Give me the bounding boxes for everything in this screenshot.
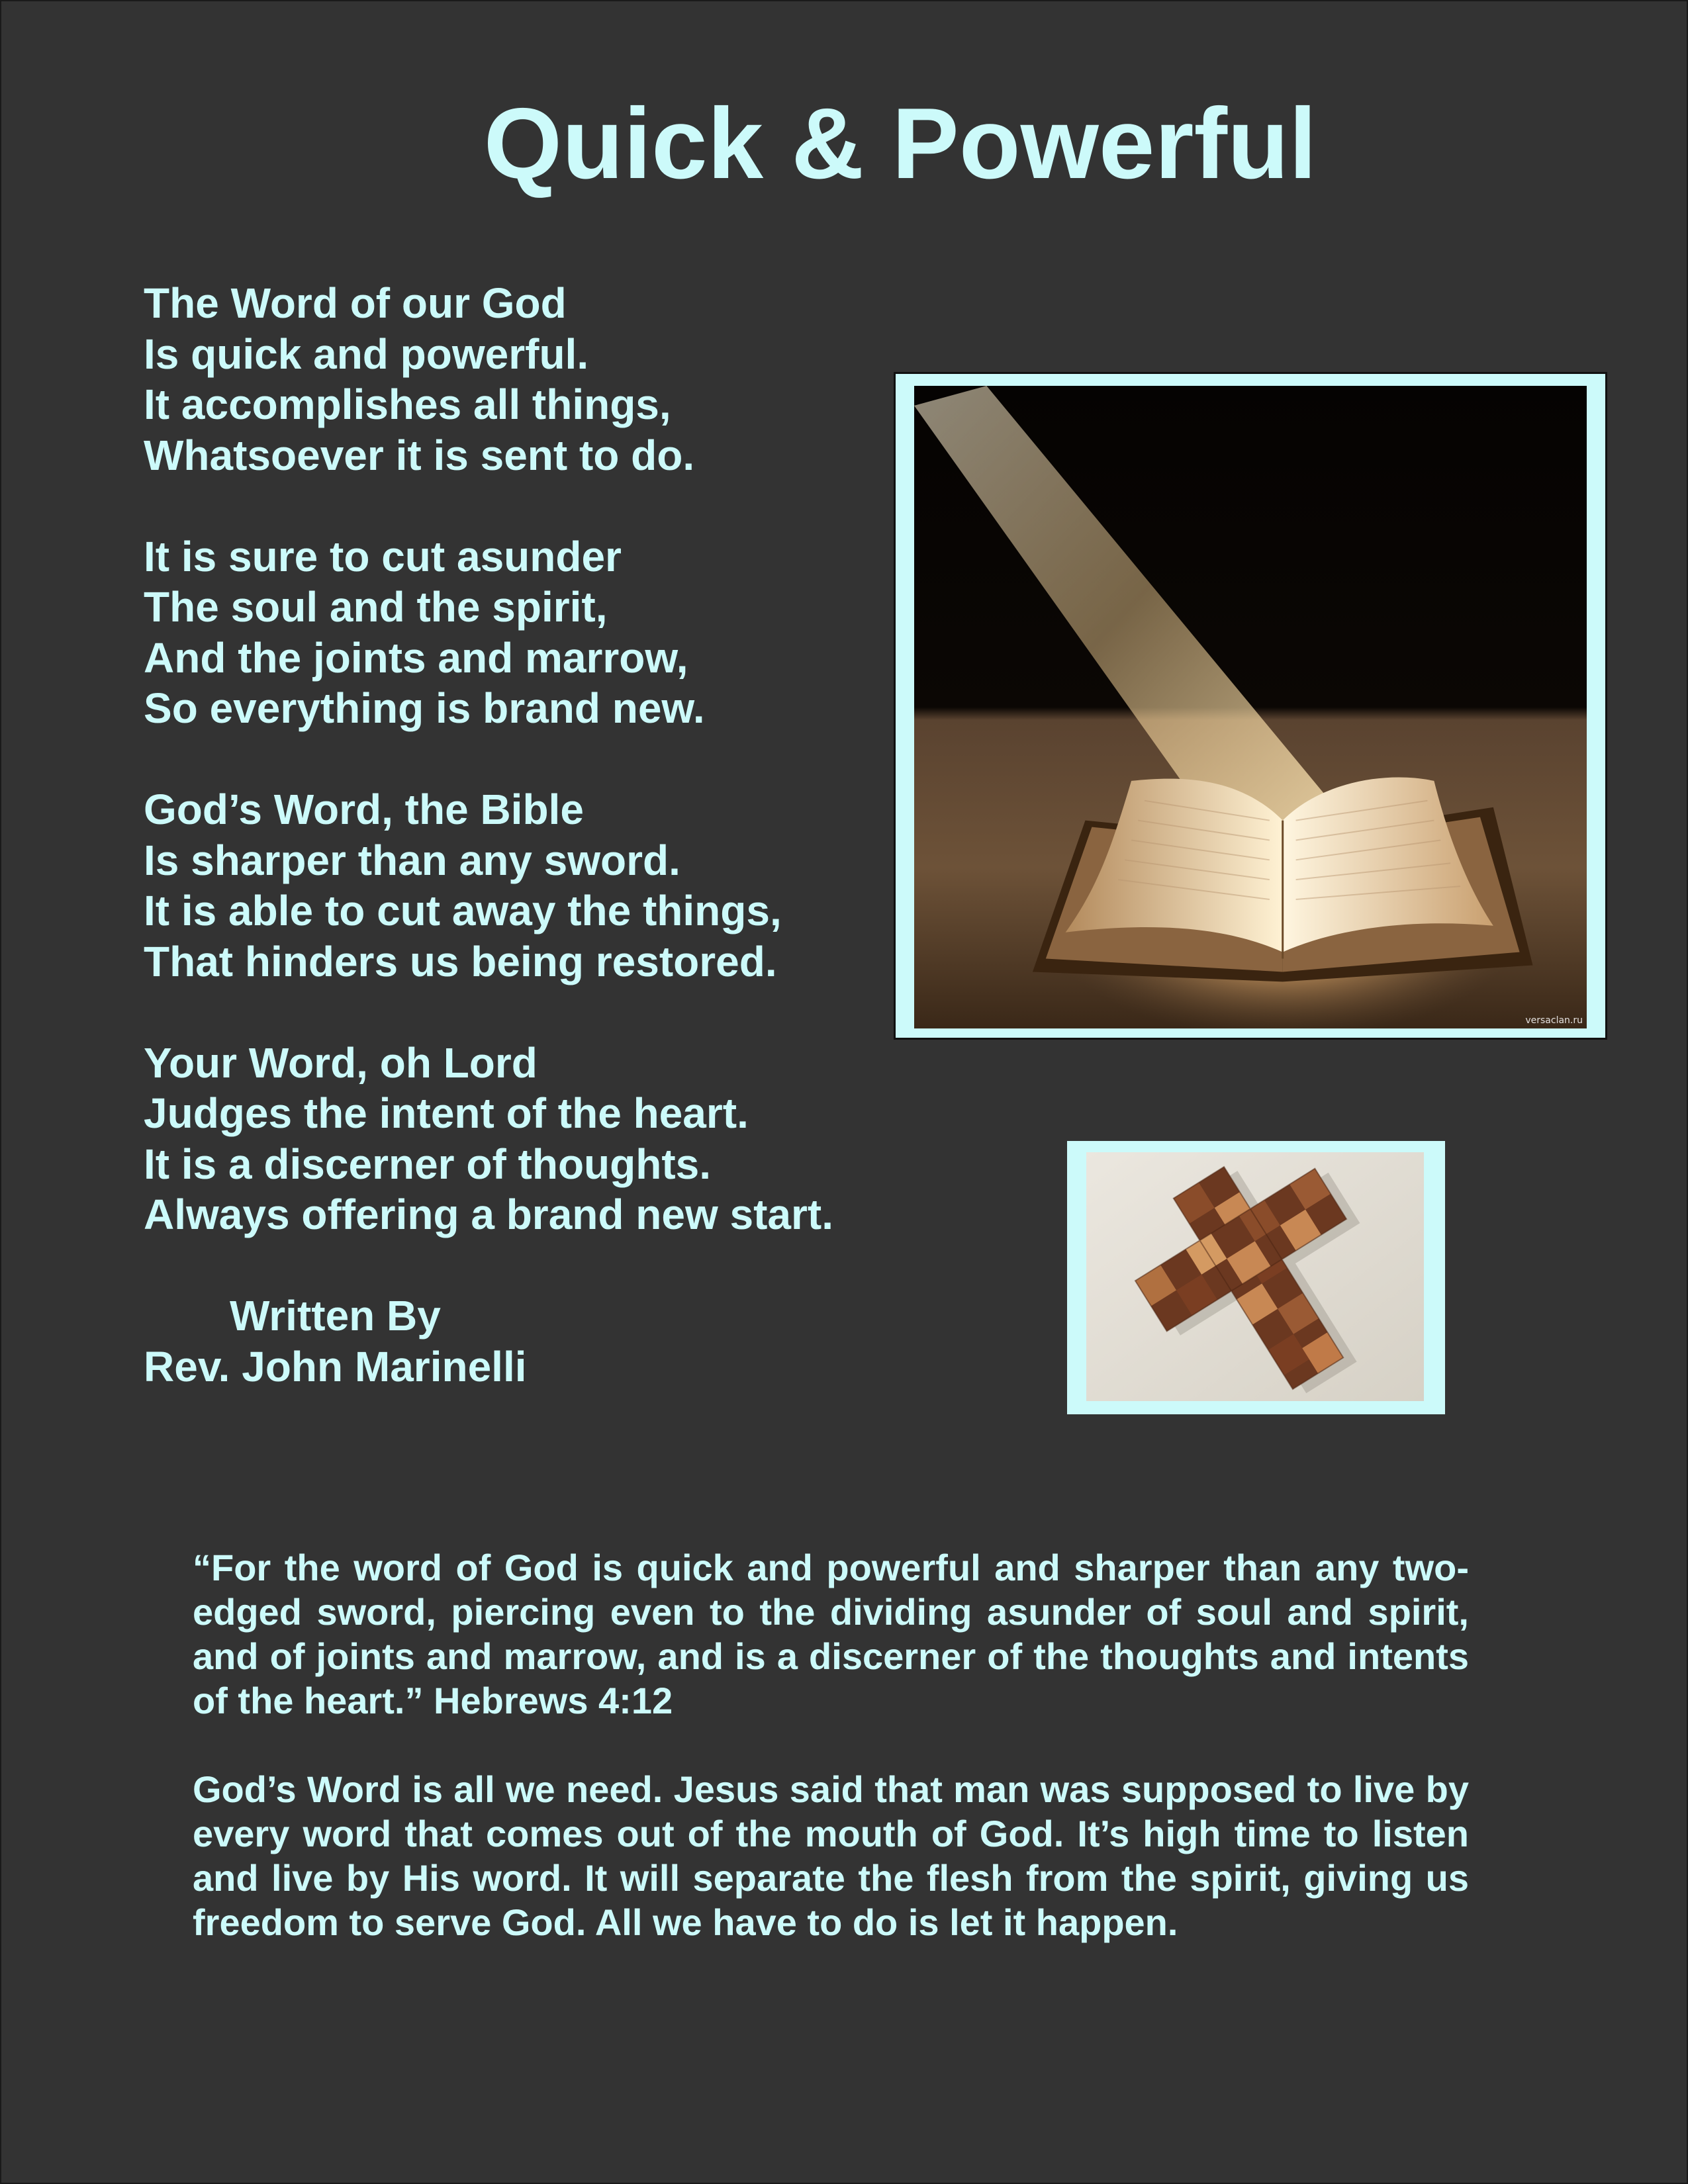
byline <box>144 1291 905 1392</box>
poem-line: It is able to cut away the things, <box>144 887 782 934</box>
cross-photo-illustration <box>1086 1152 1424 1401</box>
open-bible-light-beam-icon <box>914 386 1587 1028</box>
poem-line: That hinders us being restored. <box>144 937 777 985</box>
bible-photo-frame <box>894 372 1607 1040</box>
poem-line: Always offering a brand new start. <box>144 1191 833 1238</box>
scripture-quote: “For the word of God is quick and powerful and sharper than any two-edged sword, piercing even to the dividing asunder of soul and spirit, and of joints and marrow, and is a discerner of the thoughts and intents of the heart.” Hebrews 4:12 <box>193 1547 1469 1721</box>
poem <box>144 278 905 1392</box>
poem-line: So everything is brand new. <box>144 684 705 732</box>
poem-stanza-4 <box>144 1038 905 1240</box>
poem-line: Judges the intent of the heart. <box>144 1089 749 1137</box>
cross-photo-frame <box>1067 1141 1445 1414</box>
poem-line: God’s Word, the Bible <box>144 786 584 833</box>
poem-line: The Word of our God <box>144 279 567 327</box>
byline-label: Written By <box>230 1292 441 1340</box>
bible-photo-illustration <box>914 386 1587 1028</box>
poem-stanza-1 <box>144 278 905 480</box>
page-title: Quick & Powerful <box>483 87 1317 200</box>
poem-line: Your Word, oh Lord <box>144 1038 538 1087</box>
photo-watermark: versaclan.ru <box>1525 1015 1583 1026</box>
woven-wooden-cross-icon <box>1086 1152 1424 1401</box>
poem-line: The soul and the spirit, <box>144 583 608 631</box>
poem-line: And the joints and marrow, <box>144 633 688 682</box>
reflection-paragraph: God’s Word is all we need. Jesus said that man was supposed to live by every word that comes out of the mouth of God. It’s high time to listen and live by His word. It will separate the flesh from the spirit, giving us freedom to serve God. All we have to do is let it happen. <box>193 1768 1469 1943</box>
poem-line: It is sure to cut asunder <box>144 532 622 580</box>
poem-line: It is a discerner of thoughts. <box>144 1140 711 1188</box>
poem-line: Is sharper than any sword. <box>144 836 680 884</box>
poem-stanza-3 <box>144 784 905 987</box>
poem-line: It accomplishes all things, <box>144 381 671 428</box>
poem-line: Is quick and powerful. <box>144 330 589 378</box>
commentary <box>193 1545 1469 1989</box>
poem-stanza-2 <box>144 531 905 734</box>
author-name: Rev. John Marinelli <box>144 1342 527 1390</box>
poem-line: Whatsoever it is sent to do. <box>144 431 695 479</box>
